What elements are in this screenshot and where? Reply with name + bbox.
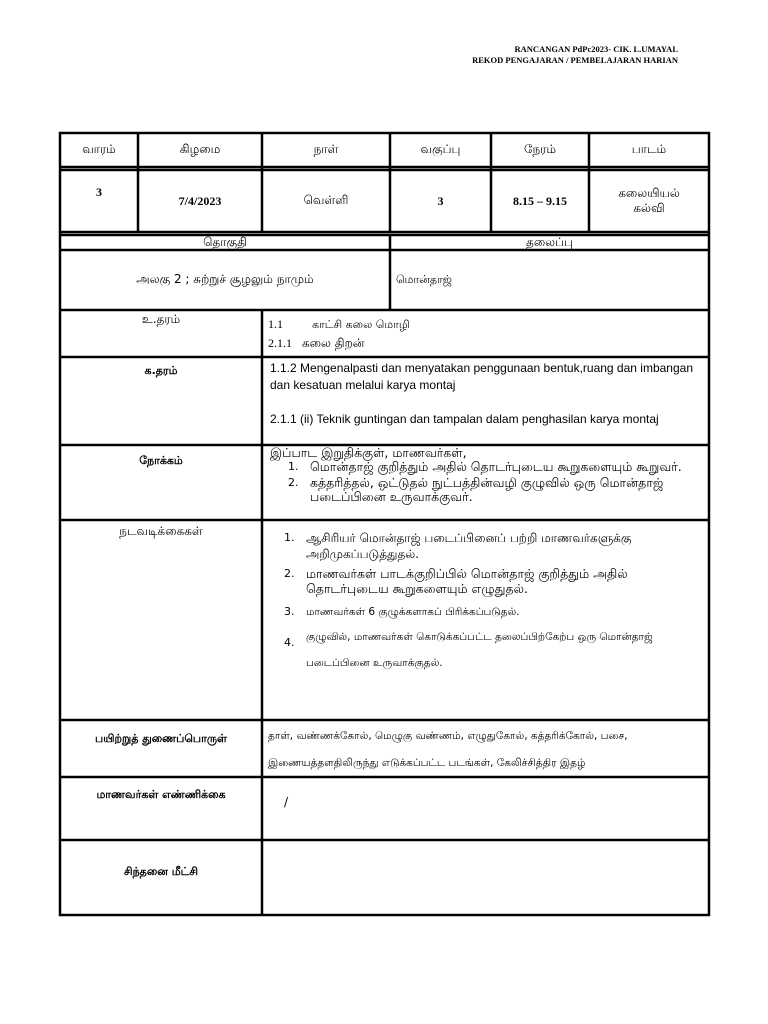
thunai-value: தாள், வண்ணக்கோல், மெழுகு வண்ணம், எழுதுகோல், கத்தரிக்கோல், பசை, இணையத்தளதிலிருந்து எடுக்கப்பட்ட படங்கள், கேலிச்சித்திர இதழ்: [268, 730, 628, 769]
document-header: [472, 44, 678, 66]
thunai-label: பயிற்றுத் துணைப்பொருள்: [95, 732, 227, 745]
nadavadikkai-label: நடவடிக்கைகள்: [119, 524, 203, 538]
nokkam-item: 1. மொன்தாஜ் குறித்தும் அதில் தொடர்புடைய கூறுகளையும் கூறுவர்.: [288, 459, 682, 474]
tokuthi-value: அலகு 2 ; சுற்றுச் சூழலும் நாமும்: [136, 272, 314, 286]
activity-item: 3. மாணவர்கள் 6 குழுக்களாகப் பிரிக்கப்படுதல்.: [284, 605, 520, 618]
header-subject: பாடம்: [631, 142, 667, 156]
utharam-2-text: கலை திறன்: [302, 336, 365, 350]
nokkam-intro: இப்பாட இறுதிக்குள், மாணவர்கள்,: [270, 445, 467, 460]
nokkam-label: நோக்கம்: [139, 454, 183, 467]
header-class: வகுப்பு: [420, 142, 461, 156]
day-value: வெள்ளி: [303, 193, 349, 207]
katharam-label: க.தரம்: [144, 364, 178, 377]
header-plan-title: RANCANGAN PdPc2023- CIK. L.UMAYAL: [514, 44, 678, 54]
activity-item: 4. குழுவில், மாணவர்கள் கொடுக்கப்பட்ட தலைப்பிற்கேற்ப ஒரு மொன்தாஜ் படைப்பினை உருவாக்குதல்.: [284, 631, 653, 669]
activity-item: 2. மாணவர்கள் பாடக்குறிப்பில் மொன்தாஜ் குறித்தும் அதில் தொடர்புடைய கூறுகளையும் எழுதுதல்.: [284, 566, 628, 596]
activity-item: 1. ஆசிரியர் மொன்தாஜ் படைப்பினைப் பற்றி மாணவர்களுக்கு அறிமுகப்படுத்துதல்.: [284, 531, 632, 561]
utharam-1-number: 1.1: [268, 317, 283, 331]
header-record-title: REKOD PENGAJARAN / PEMBELAJARAN HARIAN: [472, 55, 678, 65]
class-value: 3: [437, 193, 444, 208]
nadavadikkai-content: [280, 530, 700, 676]
utharam-2-number: 2.1.1: [268, 336, 292, 350]
thalaippu-value: மொன்தாஜ்: [396, 272, 452, 286]
week-value: 3: [96, 185, 102, 199]
header-date: நாள்: [313, 142, 339, 156]
katharam-standard-2: 2.1.1 (ii) Teknik guntingan dan tampalan dalam penghasilan karya montaj: [270, 412, 659, 426]
header-day: கிழமை: [179, 142, 221, 156]
ennikkai-value: /: [284, 795, 289, 809]
utharam-1-text: காட்சி கலை மொழி: [312, 318, 410, 331]
utharam-label: உ.தரம்: [141, 312, 181, 326]
header-time: நேரம்: [523, 142, 557, 156]
tokuthi-label: தொகுதி: [203, 234, 247, 249]
katharam-standard-1: 1.1.2 Mengenalpasti dan menyatakan penggunaan bentuk,ruang dan imbangan dan kesatuan melalui karya montaj: [270, 361, 693, 392]
nokkam-content: [270, 446, 700, 504]
time-value: 8.15 – 9.15: [513, 193, 567, 208]
utharam-item-1: [268, 317, 706, 333]
meetchi-value: [268, 850, 704, 910]
utharam-item-2: [268, 336, 706, 352]
meetchi-label: சிந்தனை மீட்சி: [124, 865, 198, 878]
nokkam-item: 2. கத்தரித்தல், ஒட்டுதல் நுட்பத்தின்வழி குழுவில் ஒரு மொன்தாஜ் படைப்பினை உருவாக்குவர்.: [288, 475, 664, 504]
ennikkai-label: மாணவர்கள் எண்ணிக்கை: [96, 788, 226, 801]
subject-value: கலையியல் கல்வி: [618, 186, 680, 215]
date-value: 7/4/2023: [178, 193, 222, 208]
thalaippu-label: தலைப்பு: [526, 234, 573, 249]
header-week: வாரம்: [82, 142, 116, 156]
